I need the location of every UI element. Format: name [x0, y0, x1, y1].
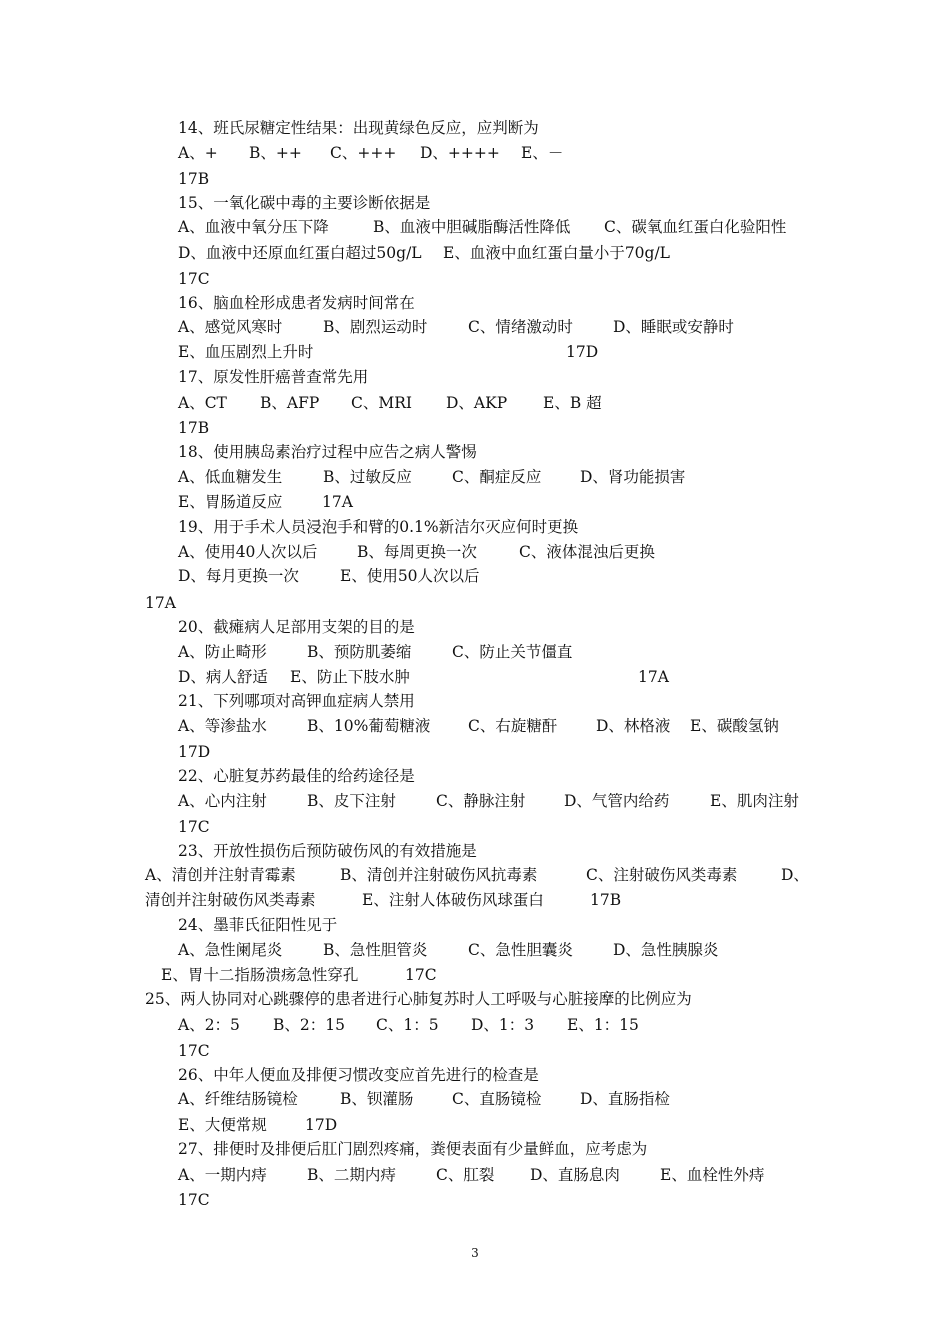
question-text: 26、中年人便血及排便习惯改变应首先进行的检查是 — [178, 1066, 539, 1084]
option: E、大便常规 — [178, 1116, 267, 1134]
option: B、急性胆管炎 — [323, 941, 428, 959]
answer: 17C — [178, 1042, 210, 1060]
answer: 17C — [178, 818, 210, 836]
option: B、过敏反应 — [323, 468, 412, 486]
option-row — [0, 1087, 670, 1111]
option: B、钡灌肠 — [340, 1090, 414, 1108]
answer: 17B — [178, 170, 210, 188]
page-number: 3 — [471, 1246, 479, 1260]
option: B、++ — [249, 144, 302, 162]
option: C、右旋糖酐 — [468, 717, 558, 735]
option: C、静脉注射 — [436, 792, 526, 810]
option: D、AKP — [446, 394, 508, 412]
question-text: 20、截瘫病人足部用支架的目的是 — [178, 618, 415, 636]
option: A、使用40人次以后 — [178, 543, 318, 561]
option: A、血液中氧分压下降 — [178, 218, 329, 236]
option: D、血液中还原血红蛋白超过50g/L — [178, 244, 422, 262]
question-text: 22、心脏复苏药最佳的给药途径是 — [178, 767, 415, 785]
option-row — [0, 241, 670, 265]
question-text: 25、两人协同对心跳骤停的患者进行心肺复苏时人工呼吸与心脏接摩的比例应为 — [145, 990, 692, 1008]
option: B、每周更换一次 — [357, 543, 477, 561]
option-row — [0, 789, 799, 813]
option: C、急性胆囊炎 — [468, 941, 573, 959]
answer: 17C — [178, 1191, 210, 1209]
option: E、肌肉注射 — [710, 792, 799, 810]
option-row — [0, 1013, 639, 1037]
option: E、胃肠道反应 — [178, 493, 283, 511]
option-row — [0, 540, 655, 564]
option: E、防止下肢水肿 — [290, 668, 410, 686]
answer: 17C — [405, 966, 437, 984]
option-row — [0, 490, 353, 514]
option: C、液体混浊后更换 — [519, 543, 655, 561]
answer: 17C — [178, 270, 210, 288]
option: C、+++ — [330, 144, 397, 162]
option: A、清创并注射青霉素 — [145, 866, 296, 884]
option: B、剧烈运动时 — [323, 318, 428, 336]
option: D、1：3 — [471, 1016, 535, 1034]
answer: 17B — [590, 891, 622, 909]
answer: 17B — [178, 419, 210, 437]
answer: 17D — [566, 343, 599, 361]
option-row — [0, 665, 669, 689]
option: C、情绪激动时 — [468, 318, 573, 336]
option: E、血栓性外痔 — [660, 1166, 765, 1184]
option-row — [0, 714, 779, 738]
option: B、血液中胆碱脂酶活性降低 — [373, 218, 571, 236]
option-row — [0, 863, 809, 887]
option: C、1：5 — [376, 1016, 439, 1034]
option: A、感觉风寒时 — [178, 318, 283, 336]
option: D、每月更换一次 — [178, 567, 299, 585]
option: A、防止畸形 — [178, 643, 267, 661]
option: B、预防肌萎缩 — [307, 643, 412, 661]
question-text: 21、下列哪项对高钾血症病人禁用 — [178, 692, 415, 710]
option: D、++++ — [420, 144, 500, 162]
option: C、肛裂 — [436, 1166, 495, 1184]
option: A、等渗盐水 — [178, 717, 267, 735]
question-text: 16、脑血栓形成患者发病时间常在 — [178, 294, 415, 312]
option: D、直肠指检 — [580, 1090, 670, 1108]
question-text: 23、开放性损伤后预防破伤风的有效措施是 — [178, 842, 477, 860]
option: D、病人舒适 — [178, 668, 268, 686]
option: E、血液中血红蛋白量小于70g/L — [443, 244, 670, 262]
option: B、清创并注射破伤风抗毒素 — [340, 866, 538, 884]
option: D、 — [781, 866, 809, 884]
option: C、注射破伤风类毒素 — [586, 866, 738, 884]
option: A、+ — [178, 144, 218, 162]
option: B、皮下注射 — [307, 792, 396, 810]
option: C、MRI — [351, 394, 413, 412]
option-row — [0, 315, 734, 339]
option-row — [0, 391, 602, 415]
option: D、肾功能损害 — [580, 468, 686, 486]
option: A、纤维结肠镜检 — [178, 1090, 298, 1108]
option: E、碳酸氢钠 — [690, 717, 779, 735]
question-text: 27、排便时及排便后肛门剧烈疼痛，粪便表面有少量鲜血，应考虑为 — [178, 1140, 648, 1158]
option: E、注射人体破伤风球蛋白 — [362, 891, 544, 909]
option: C、碳氧血红蛋白化验阳性 — [604, 218, 787, 236]
answer: 17A — [322, 493, 353, 511]
option: E、B 超 — [543, 394, 602, 412]
option: D、直肠息肉 — [530, 1166, 620, 1184]
option: D、林格液 — [596, 717, 671, 735]
option: A、2：5 — [178, 1016, 240, 1034]
option-row — [0, 465, 686, 489]
question-text: 18、使用胰岛素治疗过程中应告之病人警惕 — [178, 443, 477, 461]
question-text: 14、班氏尿糖定性结果：出现黄绿色反应，应判断为 — [178, 119, 539, 137]
option: C、酮症反应 — [452, 468, 542, 486]
answer: 17A — [145, 594, 176, 612]
option: E、使用50人次以后 — [340, 567, 480, 585]
question-text: 24、墨菲氏征阳性见于 — [178, 916, 338, 934]
option: B、AFP — [260, 394, 320, 412]
option: C、直肠镜检 — [452, 1090, 542, 1108]
answer: 17A — [638, 668, 669, 686]
option: D、气管内给药 — [564, 792, 670, 810]
option-row — [0, 938, 719, 962]
answer: 17D — [178, 743, 211, 761]
option: B、二期内痔 — [307, 1166, 396, 1184]
option: A、低血糖发生 — [178, 468, 283, 486]
question-text: 19、用于手术人员浸泡手和臂的0.1%新洁尔灭应何时更换 — [178, 518, 579, 536]
option: B、10%葡萄糖液 — [307, 717, 431, 735]
option-row — [0, 1113, 338, 1137]
option: E、血压剧烈上升时 — [178, 343, 314, 361]
option: A、CT — [178, 394, 227, 412]
option: A、急性阑尾炎 — [178, 941, 283, 959]
option-row — [0, 640, 573, 664]
answer: 17D — [305, 1116, 338, 1134]
option-row — [0, 141, 564, 165]
option-row — [0, 1163, 765, 1187]
option: E、胃十二指肠溃疡急性穿孔 — [161, 966, 359, 984]
question-text: 15、一氧化碳中毒的主要诊断依据是 — [178, 194, 431, 212]
option-row — [0, 564, 480, 588]
question-text: 17、原发性肝癌普查常先用 — [178, 368, 369, 386]
option: A、心内注射 — [178, 792, 267, 810]
option: C、防止关节僵直 — [452, 643, 573, 661]
option-row — [0, 963, 437, 987]
option: E、1：15 — [567, 1016, 639, 1034]
option-row — [0, 215, 787, 239]
option: 清创并注射破伤风类毒素 — [145, 891, 316, 909]
option: D、睡眠或安静时 — [613, 318, 734, 336]
option: D、急性胰腺炎 — [613, 941, 719, 959]
option: A、一期内痔 — [178, 1166, 267, 1184]
option: E、－ — [521, 144, 564, 162]
option-row — [0, 340, 599, 364]
option-row — [0, 888, 622, 912]
option: B、2：15 — [273, 1016, 345, 1034]
